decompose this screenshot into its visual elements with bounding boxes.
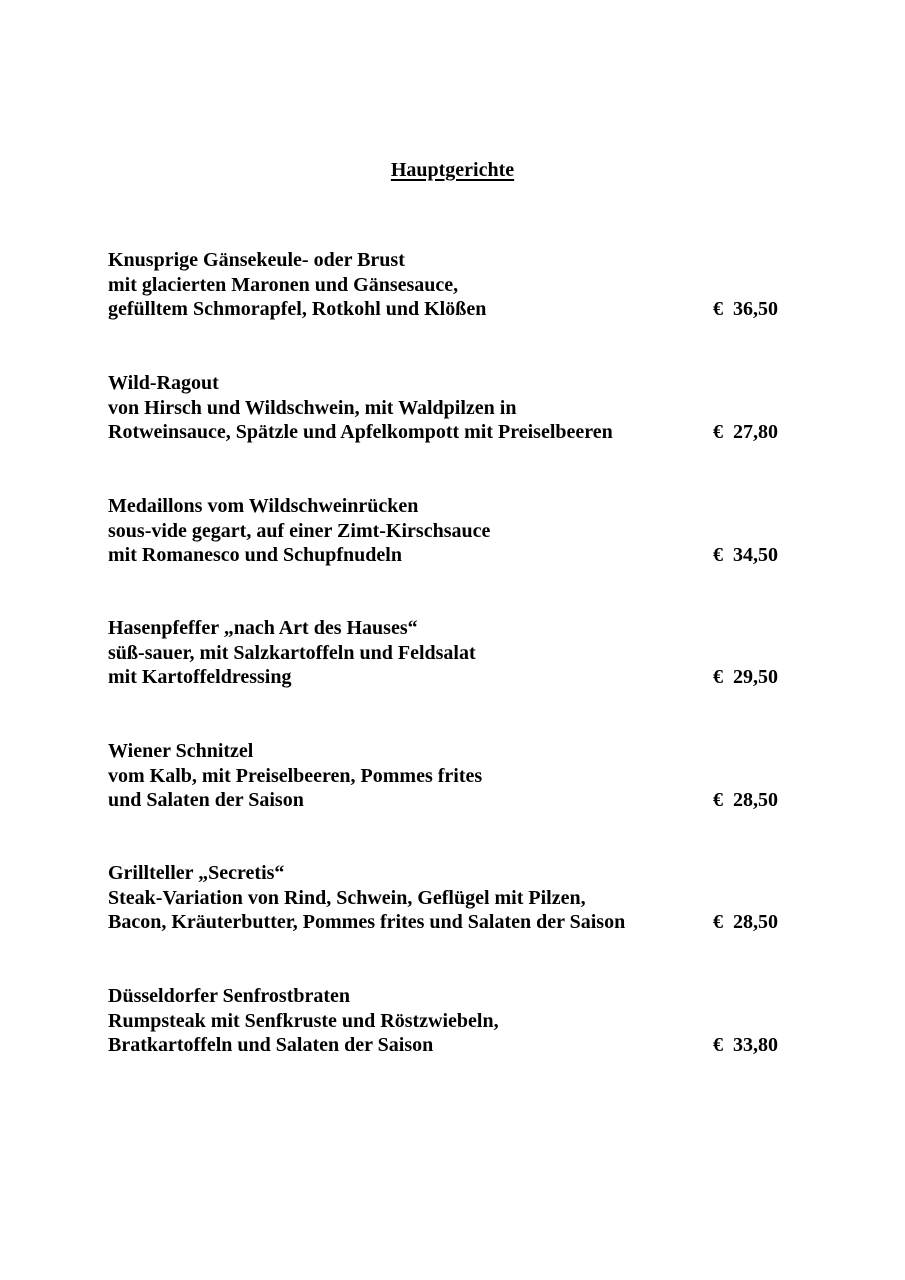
dish-name: Wild-Ragout — [108, 372, 219, 394]
dish-description-line: mit Kartoffeldressing — [108, 666, 292, 688]
menu-title: Hauptgerichte — [390, 159, 515, 181]
price-value: 36,50 — [733, 298, 778, 320]
currency-symbol: € — [713, 1034, 723, 1056]
dish-name: Medaillons vom Wildschweinrücken — [108, 495, 419, 517]
dish-description-line: Bacon, Kräuterbutter, Pommes frites und Salaten der Saison — [108, 911, 626, 933]
dish-item — [108, 616, 788, 690]
dish-price — [713, 665, 778, 690]
dish-description-line: Rumpsteak mit Senfkruste und Röstzwiebeln, — [108, 1009, 499, 1032]
price-value: 33,80 — [733, 1034, 778, 1056]
dish-item — [108, 984, 788, 1058]
price-value: 29,50 — [733, 666, 778, 688]
currency-symbol: € — [713, 911, 723, 933]
dish-description-line: süß-sauer, mit Salzkartoffeln und Feldsalat — [108, 641, 476, 664]
dish-description-line: gefülltem Schmorapfel, Rotkohl und Klößen — [108, 298, 487, 320]
dish-description-line: von Hirsch und Wildschwein, mit Waldpilzen in — [108, 396, 517, 419]
dish-item — [108, 739, 788, 813]
dish-description-line: Rotweinsauce, Spätzle und Apfelkompott mit Preiselbeeren — [108, 421, 613, 443]
dish-price — [713, 297, 778, 322]
dish-price — [713, 910, 778, 935]
currency-symbol: € — [713, 298, 723, 320]
dish-description-line: Steak-Variation von Rind, Schwein, Geflügel mit Pilzen, — [108, 886, 586, 909]
price-value: 27,80 — [733, 421, 778, 443]
dish-name: Grillteller „Secretis“ — [108, 862, 285, 884]
dish-price — [713, 1033, 778, 1058]
price-value: 28,50 — [733, 789, 778, 811]
dish-item — [108, 861, 788, 935]
dish-name: Wiener Schnitzel — [108, 740, 254, 762]
dish-description-line: mit glacierten Maronen und Gänsesauce, — [108, 273, 459, 296]
dish-name: Knusprige Gänsekeule- oder Brust — [108, 249, 405, 271]
dish-description-line: vom Kalb, mit Preiselbeeren, Pommes frites — [108, 764, 483, 787]
dish-description-line: Bratkartoffeln und Salaten der Saison — [108, 1034, 434, 1056]
dish-price — [713, 420, 778, 445]
currency-symbol: € — [713, 544, 723, 566]
dish-price — [713, 543, 778, 568]
dish-item — [108, 248, 788, 322]
dish-price — [713, 788, 778, 813]
dish-item — [108, 494, 788, 568]
currency-symbol: € — [713, 666, 723, 688]
dish-description-line: und Salaten der Saison — [108, 789, 304, 811]
price-value: 28,50 — [733, 911, 778, 933]
currency-symbol: € — [713, 421, 723, 443]
dish-description-line: sous-vide gegart, auf einer Zimt-Kirschsauce — [108, 519, 491, 542]
currency-symbol: € — [713, 789, 723, 811]
dish-description-line: mit Romanesco und Schupfnudeln — [108, 544, 402, 566]
price-value: 34,50 — [733, 544, 778, 566]
dish-name: Düsseldorfer Senfrostbraten — [108, 985, 351, 1007]
dish-item — [108, 371, 788, 445]
dish-name: Hasenpfeffer „nach Art des Hauses“ — [108, 617, 418, 639]
